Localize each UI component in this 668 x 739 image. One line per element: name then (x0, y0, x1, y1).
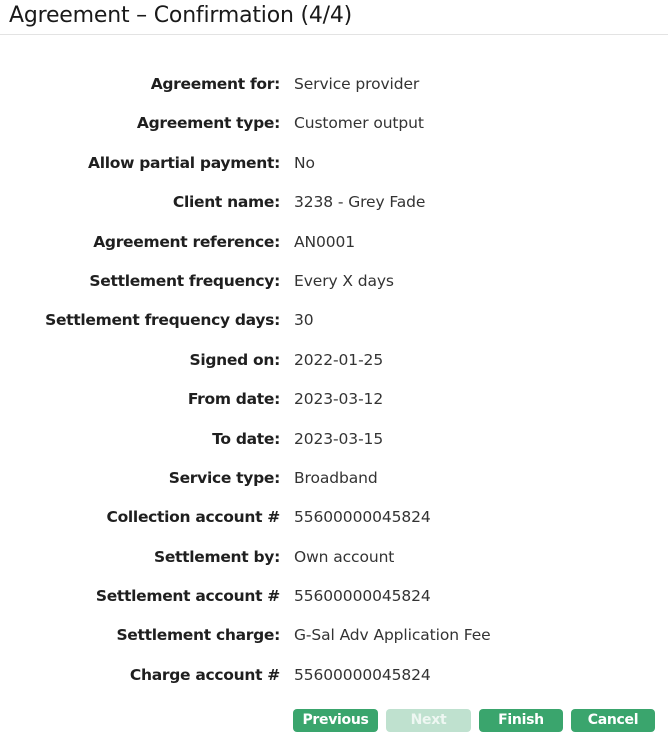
field-value: No (294, 153, 315, 172)
summary-row-signed-on (0, 343, 668, 382)
summary-row-settlement-charge (0, 618, 668, 657)
page-header (0, 0, 668, 35)
field-label: Agreement type: (136, 114, 280, 133)
agreement-summary (0, 67, 668, 697)
field-label: Client name: (172, 193, 280, 212)
field-label: Settlement frequency: (89, 271, 280, 290)
field-value: G-Sal Adv Application Fee (294, 626, 491, 645)
summary-row-collection-account (0, 500, 668, 539)
next-button: Next (386, 709, 471, 732)
summary-row-settlement-frequency-days (0, 303, 668, 342)
field-value: 55600000045824 (294, 508, 431, 527)
wizard-actions (293, 709, 655, 732)
summary-row-allow-partial-payment (0, 146, 668, 185)
summary-row-agreement-type (0, 106, 668, 145)
summary-row-charge-account (0, 658, 668, 697)
summary-row-client-name (0, 185, 668, 224)
summary-row-agreement-reference (0, 225, 668, 264)
summary-row-from-date (0, 382, 668, 421)
field-value: Broadband (294, 468, 378, 487)
field-value: 3238 - Grey Fade (294, 193, 426, 212)
summary-row-settlement-by (0, 540, 668, 579)
field-value: Own account (294, 547, 395, 566)
field-label: Agreement reference: (93, 232, 280, 251)
field-label: Allow partial payment: (88, 153, 280, 172)
field-value: 2022-01-25 (294, 350, 384, 369)
field-label: Settlement charge: (116, 626, 280, 645)
field-label: Settlement by: (153, 547, 280, 566)
summary-row-service-type (0, 461, 668, 500)
previous-button[interactable]: Previous (293, 709, 378, 732)
field-label: Service type: (168, 468, 280, 487)
field-value: 55600000045824 (294, 665, 431, 684)
page-title: Agreement – Confirmation (4/4) (9, 3, 353, 28)
summary-row-to-date (0, 422, 668, 461)
field-value: Every X days (294, 271, 394, 290)
field-value: 2023-03-12 (294, 390, 384, 409)
field-label: Charge account # (129, 665, 280, 684)
field-label: Collection account # (106, 508, 280, 527)
cancel-button[interactable]: Cancel (571, 709, 655, 732)
field-label: Settlement account # (95, 587, 280, 606)
field-value: 55600000045824 (294, 587, 431, 606)
field-label: To date: (212, 429, 280, 448)
field-value: 30 (294, 311, 314, 330)
summary-row-settlement-account (0, 579, 668, 618)
field-value: Service provider (294, 75, 420, 93)
field-label: Signed on: (189, 350, 280, 369)
finish-button[interactable]: Finish (479, 709, 563, 732)
field-label: Settlement frequency days: (45, 311, 280, 330)
field-label: From date: (187, 390, 280, 409)
field-label: Agreement for: (150, 75, 280, 93)
field-value: AN0001 (294, 232, 356, 251)
field-value: Customer output (294, 114, 424, 133)
field-value: 2023-03-15 (294, 429, 384, 448)
summary-row-settlement-frequency (0, 264, 668, 303)
summary-row-agreement-for (0, 67, 668, 106)
